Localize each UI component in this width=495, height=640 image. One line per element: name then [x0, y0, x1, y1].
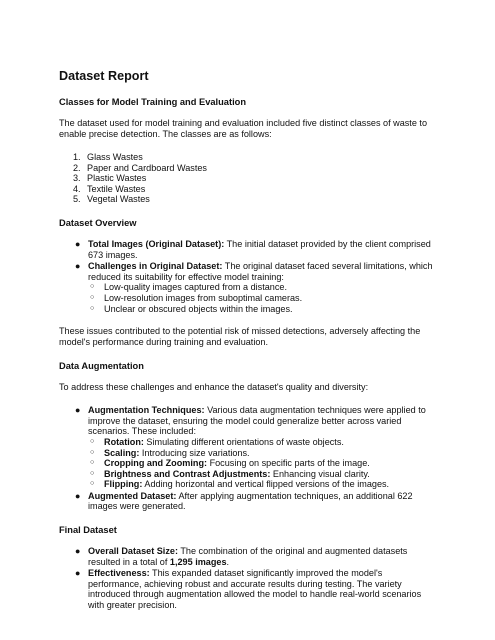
final-list — [59, 546, 437, 611]
techniques-sublist — [88, 437, 437, 490]
list-item: 4. Textile Wastes — [73, 183, 146, 194]
circle-bullet-icon: ○ — [90, 283, 95, 291]
sub-list-item: ○ Unclear or obscured objects within the images. — [90, 303, 293, 314]
sub-list-item: ○ Rotation: Simulating different orientations of waste objects. — [90, 436, 344, 447]
sub-list-item: ○ Low-resolution images from suboptimal cameras. — [90, 292, 303, 303]
section-heading-final: Final Dataset — [59, 525, 117, 536]
bullet-icon: ● — [75, 546, 81, 557]
bullet-icon: ● — [75, 568, 81, 579]
circle-bullet-icon: ○ — [90, 437, 95, 445]
section-heading-overview: Dataset Overview — [59, 217, 137, 228]
bullet-icon: ● — [75, 261, 81, 272]
sub-list-item: ○ Low-quality images captured from a distance. — [90, 282, 287, 293]
list-item: ● Overall Dataset Size: The combination of the original and augmented datasets resulted in a total of 1,295 images. — [75, 546, 408, 567]
list-item: ● Effectiveness: This expanded dataset significantly improved the model's performance, achieving robust and accurate results during testing. The variety introduced through augmentation allowed the model to handle real-world scenarios with greater precision. — [75, 568, 422, 611]
circle-bullet-icon: ○ — [90, 480, 95, 488]
list-item: ● Challenges in Original Dataset: The original dataset faced several limitations, which reduced its suitability for effective model training: ○ Low-quality images captured from a distance. ○ Low-resolution images from suboptimal cameras. ○ Unclear or obscured objects within the images. — [59, 261, 437, 314]
circle-bullet-icon: ○ — [90, 469, 95, 477]
section-heading-classes: Classes for Model Training and Evaluation — [59, 97, 247, 107]
sub-list-item: ○ Flipping: Adding horizontal and vertical flipped versions of the images. — [90, 479, 390, 490]
list-item: ● Total Images (Original Dataset): The initial dataset provided by the client comprised 673 images. — [75, 238, 431, 260]
augmentation-intro: To address these challenges and enhance the dataset's quality and diversity: — [59, 382, 369, 393]
list-item: 3. Plastic Wastes — [73, 173, 147, 184]
classes-intro: The dataset used for model training and evaluation included five distinct classes of waste to enable precise detection. The classes are as follows: — [59, 118, 428, 139]
bullet-icon: ● — [75, 405, 81, 416]
report-title: Dataset Report — [59, 69, 149, 83]
circle-bullet-icon: ○ — [90, 448, 95, 456]
list-item: 2. Paper and Cardboard Wastes — [73, 162, 207, 173]
bullet-icon: ● — [75, 490, 81, 501]
challenges-sublist — [88, 282, 437, 314]
sub-list-item: ○ Scaling: Introducing size variations. — [90, 447, 250, 458]
augmentation-list — [59, 405, 437, 512]
bullet-icon: ● — [75, 238, 81, 249]
list-item: 1. Glass Wastes — [73, 152, 143, 162]
circle-bullet-icon: ○ — [90, 459, 95, 467]
list-item: ● Augmentation Techniques: Various data augmentation techniques were applied to improve the dataset, ensuring the model could generalize better across varied scenarios. These included: ○ Rotation: Simulating different orientations of waste objects. ○ Scaling: Introducing size variations. ○ Cropping and Zooming: Focusing on specific parts of the image. ○ Brightness and Contrast Adjustments: Enhancing visual clarity. ○ Flipping: Adding horizontal and vertical flipped versions of the images. — [59, 405, 437, 490]
sub-list-item: ○ Brightness and Contrast Adjustments: Enhancing visual clarity. — [90, 468, 370, 479]
list-item: 5. Vegetal Wastes — [73, 194, 150, 205]
circle-bullet-icon: ○ — [90, 304, 95, 312]
sub-list-item: ○ Cropping and Zooming: Focusing on specific parts of the image. — [90, 458, 370, 469]
overview-closing: These issues contributed to the potential risk of missed detections, adversely affecting the model's performance during training and evaluation. — [59, 326, 421, 348]
circle-bullet-icon: ○ — [90, 293, 95, 301]
overview-list — [59, 239, 437, 314]
report-content — [59, 68, 437, 623]
classes-list — [59, 152, 437, 205]
list-item: ● Augmented Dataset: After applying augmentation techniques, an additional 622 images were generated. — [75, 490, 413, 512]
section-heading-augmentation: Data Augmentation — [59, 361, 144, 372]
